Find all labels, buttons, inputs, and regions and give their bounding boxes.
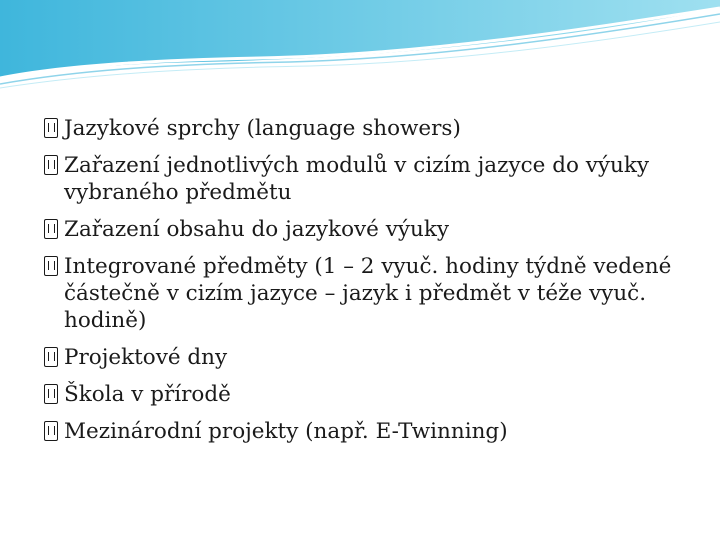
missing-glyph-box-icon (44, 118, 58, 138)
bullet-list (44, 115, 684, 455)
list-item (44, 344, 684, 371)
bullet-text: Zařazení jednotlivých modulů v cizím jazyce do výuky vybraného předmětu (64, 153, 650, 205)
list-item (44, 152, 684, 206)
bullet-text: Zařazení obsahu do jazykové výuky (64, 217, 450, 242)
list-item (44, 216, 684, 243)
bullet-text: Škola v přírodě (64, 382, 231, 407)
bullet-text: Projektové dny (64, 345, 228, 370)
missing-glyph-box-icon (44, 384, 58, 404)
missing-glyph-box-icon (44, 155, 58, 175)
header-wave-decoration (0, 0, 720, 90)
missing-glyph-box-icon (44, 347, 58, 367)
list-item (44, 253, 684, 334)
list-item (44, 418, 684, 445)
list-item (44, 115, 684, 142)
bullet-text: Jazykové sprchy (language showers) (64, 116, 461, 141)
bullet-text: Integrované předměty (1 – 2 vyuč. hodiny týdně vedené částečně v cizím jazyce – jazyk i předmět v téže vyuč. hodině) (64, 254, 672, 333)
missing-glyph-box-icon (44, 421, 58, 441)
list-item (44, 381, 684, 408)
missing-glyph-box-icon (44, 219, 58, 239)
bullet-text: Mezinárodní projekty (např. E-Twinning) (64, 419, 508, 444)
missing-glyph-box-icon (44, 256, 58, 276)
